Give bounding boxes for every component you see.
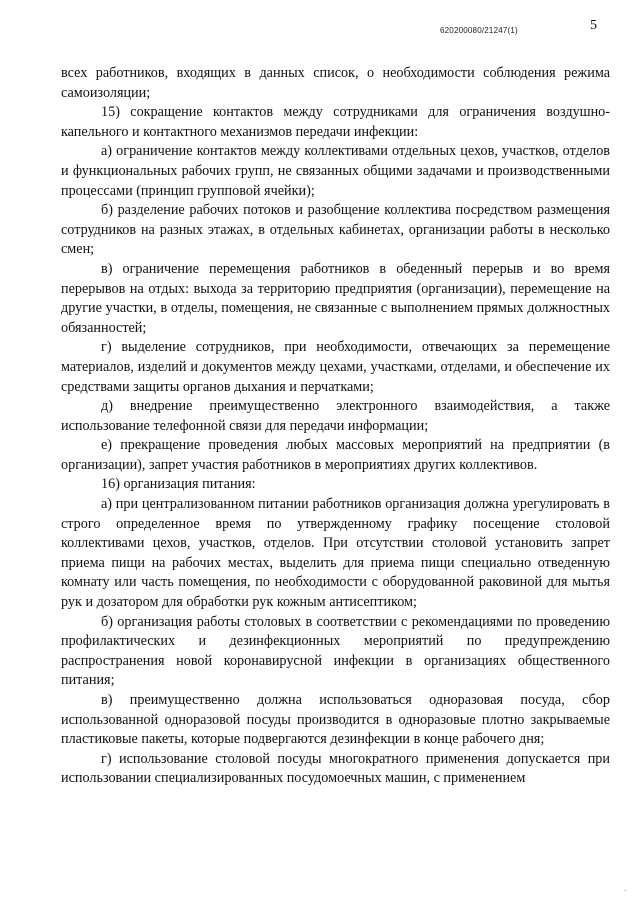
paragraph-item-16a: а) при централизованном питании работников организация должна урегулировать в строго определенное время по утвержденному графику посещение столовой коллективами цехов, участков, отделов. При отсутствии столовой установить запрет приема пищи на рабочих местах, выделить для приема пищи специально отведенную комнату или часть помещения, по необходимости с оборудованной раковиной для мытья рук и дозатором для обработки рук кожным антисептиком;: [61, 496, 610, 611]
paragraph-item-15v: в) ограничение перемещения работников в обеденный перерыв и во время перерывов на отдых: выхода за территорию предприятия (организации), перемещение на другие участки, в отделы, помещения, не связанные с выполнением прямых должностных обязанностей;: [61, 260, 610, 336]
paragraph-item-15: 15) сокращение контактов между сотрудниками для ограничения воздушно-капельного и контактного механизмов передачи инфекции:: [61, 104, 610, 140]
paragraph-continuation: всех работников, входящих в данных список, о необходимости соблюдения режима самоизоляции;: [61, 65, 610, 101]
page-number: 5: [590, 18, 597, 33]
paragraph-item-16g: г) использование столовой посуды многократного применения допускается при использовании специализированных посудомоечных машин, с применением: [61, 750, 610, 787]
paragraph-item-16v: в) преимущественно должна использоваться одноразовая посуда, сбор использованной одноразовой посуды производится в одноразовые плотно закрываемые пластиковые пакеты, которые подвергаются дезинфекции в конце рабочего дня;: [61, 692, 610, 748]
paragraph-item-15d: д) внедрение преимущественно электронного взаимодействия, а также использование телефонной связи для передачи информации;: [61, 398, 610, 434]
paragraph-item-16: 16) организация питания:: [101, 476, 256, 493]
paragraph-item-15e: е) прекращение проведения любых массовых мероприятий на предприятии (в организации), запрет участия работников в мероприятиях других коллективов.: [61, 437, 610, 473]
paragraph-item-16b: б) организация работы столовых в соответствии с рекомендациями по проведению профилактических и дезинфекционных мероприятий по предупреждению распространения новой коронавирусной инфекции в организациях общественного питания;: [61, 613, 610, 689]
paragraph-item-15g: г) выделение сотрудников, при необходимости, отвечающих за перемещение материалов, изделий и документов между цехами, участками, отделами, и обеспечение их средствами защиты органов дыхания и перчатками;: [61, 339, 610, 395]
scan-margin-mark: -: [624, 886, 627, 895]
document-body: [61, 64, 610, 789]
document-id: 620200080/21247(1): [440, 26, 518, 35]
paragraph-item-15b: б) разделение рабочих потоков и разобщение коллектива посредством размещения сотрудников на разных этажах, в отдельных кабинетах, организации работы в несколько смен;: [61, 202, 610, 258]
paragraph-item-15a: а) ограничение контактов между коллективами отдельных цехов, участков, отделов и функциональных рабочих групп, не связанных общими задачами и производственными процессами (принцип групповой ячейки);: [61, 143, 610, 199]
